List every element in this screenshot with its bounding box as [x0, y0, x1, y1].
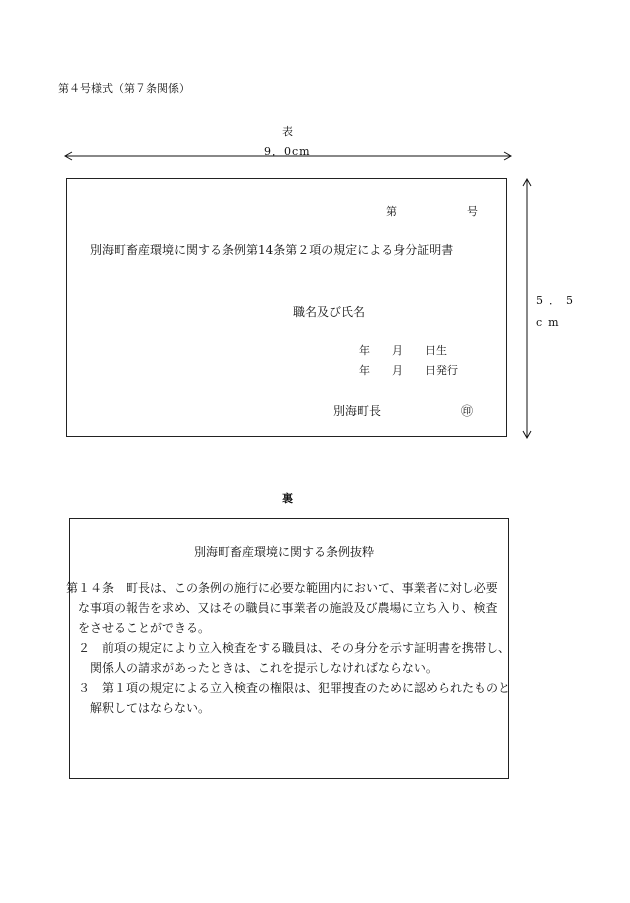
seal-mark: ㊞ — [461, 404, 474, 418]
id-card-back — [66, 518, 511, 779]
card-number-suffix: 号 — [467, 205, 478, 218]
job-title-and-name-field: 職名及び氏名 — [293, 305, 366, 319]
form-number: 第４号様式（第７条関係） — [58, 82, 190, 95]
card-number-label: 第 — [386, 205, 397, 218]
birth-date-field: 年 月 日生 — [359, 344, 447, 357]
id-card-front — [66, 178, 507, 437]
paragraph-3: ３ 第１項の規定による立入検査の権限は、犯罪捜査のために認められたものと解釈してはならない。 — [78, 681, 511, 715]
card-title: 別海町畜産環境に関する条例第14条第２項の規定による身分証明書 — [90, 243, 454, 257]
back-side-label: 裏 — [282, 492, 293, 505]
width-dimension-label: 9．0cm — [264, 145, 311, 158]
height-unit: cm — [536, 316, 565, 329]
height-dimension-arrow — [520, 176, 534, 441]
front-side-label: 表 — [282, 125, 293, 138]
issue-date-field: 年 月 日発行 — [359, 364, 458, 377]
article-14-paragraph: 第１４条 町長は、この条例の施行に必要な範囲内において、事業者に対し必要な事項の報告を求め、又はその職員に事業者の施設及び農場に立ち入り、検査をさせることができる。 — [66, 581, 498, 635]
width-dimension-arrow — [62, 149, 514, 163]
ordinance-excerpt-title: 別海町畜産環境に関する条例抜粋 — [194, 545, 375, 559]
paragraph-2: ２ 前項の規定により立入検査をする職員は、その身分を示す証明書を携帯し、関係人の請求があったときは、これを提示しなければならない。 — [78, 641, 511, 675]
height-value: 5．5 — [536, 294, 579, 307]
height-dimension-label — [536, 290, 586, 334]
mayor-signature-label: 別海町長 — [333, 404, 382, 418]
